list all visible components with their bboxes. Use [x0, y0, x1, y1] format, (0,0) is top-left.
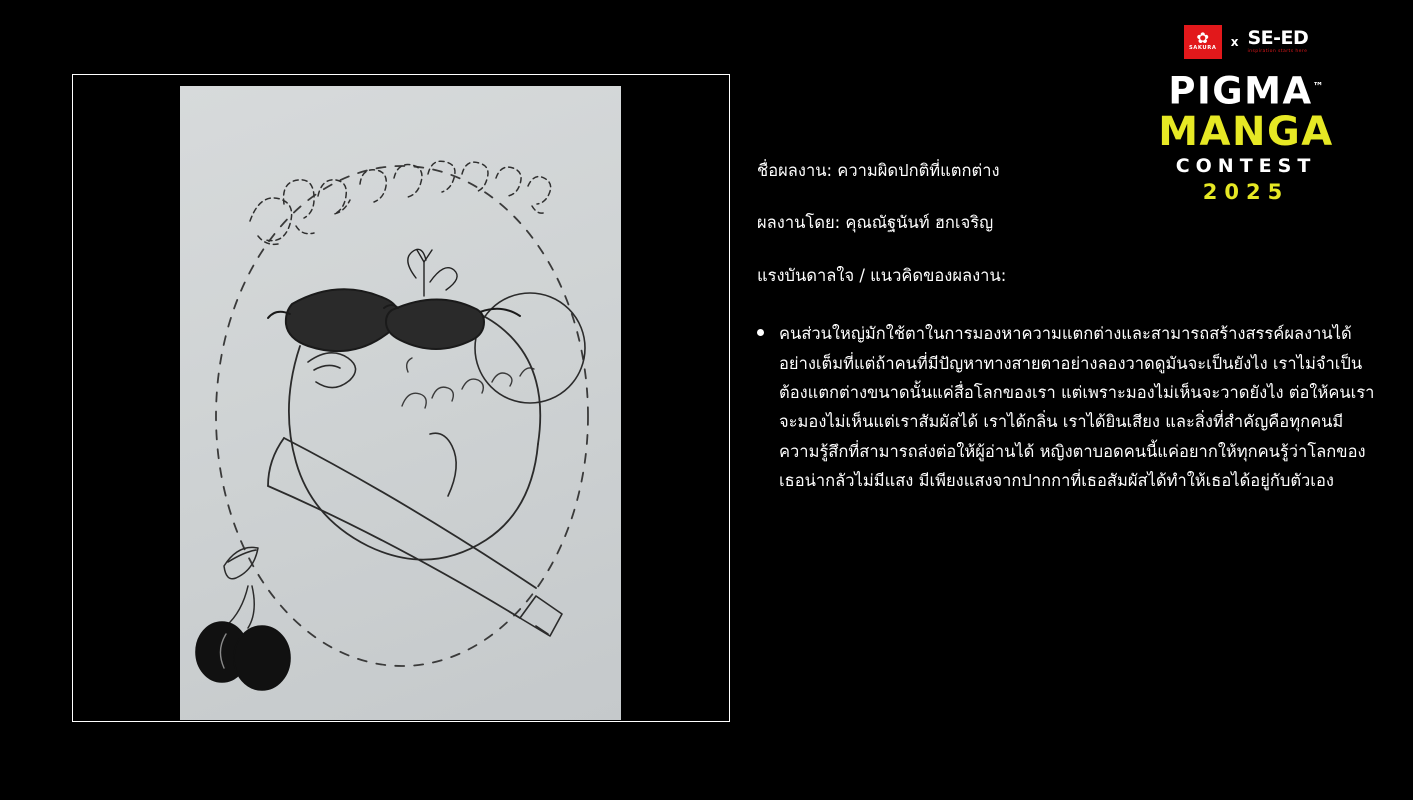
- entry-details: [757, 158, 1377, 495]
- manga-wordmark: MANGA: [1158, 109, 1334, 156]
- sakura-logo-icon: [1184, 25, 1222, 59]
- sakura-flower-icon: ✿: [1196, 29, 1209, 47]
- concept-heading: แรงบันดาลใจ / แนวคิดของผลงาน:: [757, 265, 1007, 285]
- pigma-wordmark: [1168, 67, 1323, 111]
- pigma-text: PIGMA: [1168, 69, 1313, 113]
- sakura-wordmark: SAKURA: [1188, 45, 1217, 51]
- artwork-image: [180, 86, 621, 720]
- concept-text: คนส่วนใหญ่มักใช้ตาในการมองหาความแตกต่างและสามารถสร้างสรรค์ผลงานได้อย่างเต็มที่แต่ถ้าคนที่มีปัญหาทางสายตาอย่างลองวาดดูมันจะเป็นยังไง เราไม่จำเป็นต้องแตกต่างขนาดนั้นแค่สื่อโลกของเรา แต่เพราะมองไม่เห็นจะวาดยังไง ต่อให้คนเราจะมองไม่เห็นแต่เราสัมผัสได้ เราได้กลิ่น เราได้ยินเสียง และสิ่งที่สำคัญคือทุกคนมีความรู้สึกที่สามารถส่งต่อให้ผู้อ่านได้ หญิงตาบอดคนนี้แค่อยากให้ทุกคนรู้ว่าโลกของเธอน่ากลัวไม่มีแสง มีเพียงแสงจากปากกาที่เธอสัมผัสได้ทำให้เธอได้อยู่กับตัวเอง: [779, 324, 1375, 490]
- bullet-icon: [757, 329, 764, 336]
- artwork-title: ชื่อผลงาน: ความผิดปกติที่แตกต่าง: [757, 161, 1000, 180]
- collab-x-icon: x: [1230, 35, 1239, 49]
- seed-tagline: inspiration starts here: [1247, 49, 1308, 54]
- artwork-frame: [72, 74, 730, 722]
- seed-wordmark: SE-ED: [1247, 27, 1309, 49]
- artwork-author: ผลงานโดย: คุณณัฐนันท์ ฮกเจริญ: [757, 213, 994, 233]
- contest-wordmark: CONTEST: [1175, 155, 1317, 178]
- seed-logo: [1247, 29, 1308, 55]
- brand-lockup: [1141, 24, 1351, 60]
- concept-list: [757, 319, 1377, 495]
- list-item: [757, 319, 1377, 495]
- contest-year: 2025: [1202, 180, 1290, 205]
- contest-logo: [1141, 24, 1351, 205]
- trademark-icon: ™: [1312, 80, 1324, 93]
